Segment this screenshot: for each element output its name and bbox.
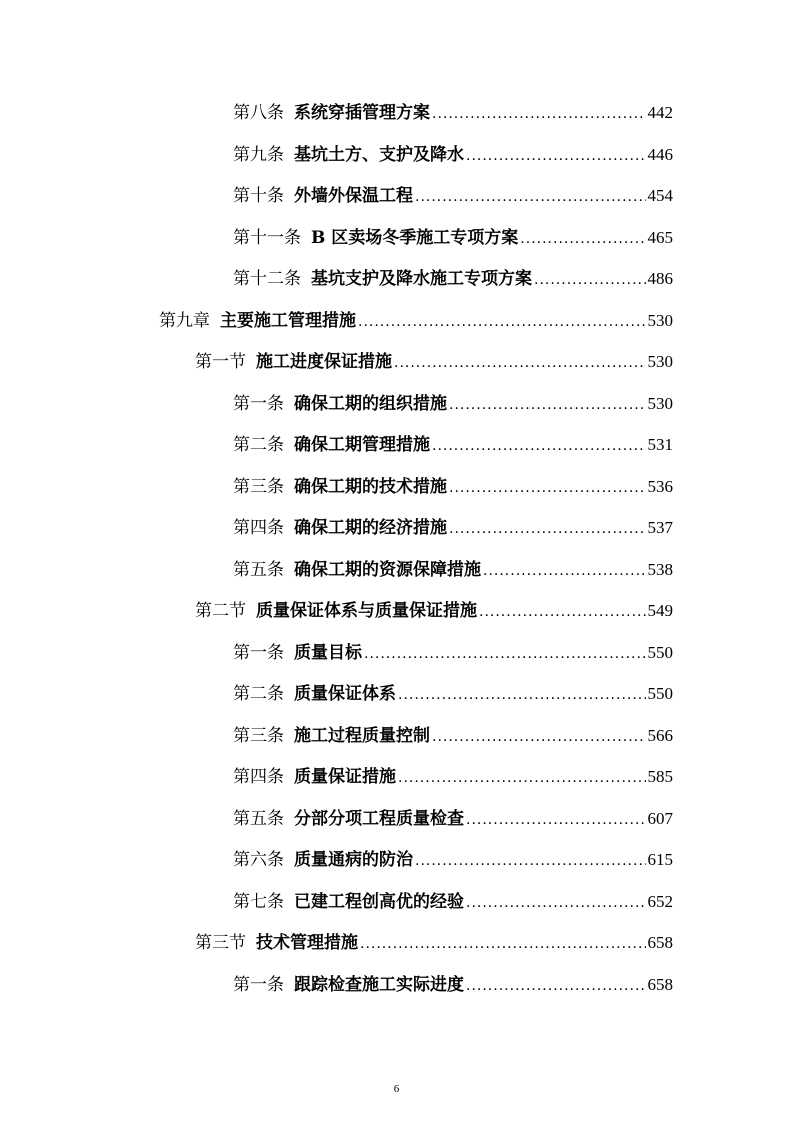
toc-entry-page: 607: [647, 809, 673, 828]
toc-entry-page: 615: [647, 850, 673, 869]
toc-entry-page: 446: [647, 145, 673, 164]
toc-entry-page: 566: [647, 726, 673, 745]
toc-leader-dots: [360, 935, 646, 953]
toc-entry-page: 652: [647, 892, 673, 911]
toc-leader-dots: [466, 977, 646, 995]
toc-entry[interactable]: [233, 965, 673, 995]
toc-entry-title: 分部分项工程质量检查: [294, 809, 464, 829]
toc-leader-dots: [394, 354, 646, 372]
toc-entry-number: 第七条: [233, 892, 284, 912]
toc-entry-number: 第三节: [195, 933, 246, 953]
toc-entry-page: 658: [647, 975, 673, 994]
toc-entry[interactable]: [233, 508, 673, 538]
toc-entry-page: 550: [647, 684, 673, 703]
toc-entry-title: 外墙外保温工程: [294, 186, 413, 206]
toc-entry[interactable]: [233, 757, 673, 787]
toc-entry-page: 442: [647, 103, 673, 122]
toc-entry-number: 第二节: [195, 601, 246, 621]
toc-leader-dots: [534, 271, 646, 289]
toc-entry[interactable]: [233, 882, 673, 912]
toc-leader-dots: [398, 769, 646, 787]
toc-entry[interactable]: [233, 259, 673, 289]
toc-entry-title: 基坑土方、支护及降水: [294, 145, 464, 165]
toc-entry-page: 538: [647, 560, 673, 579]
toc-entry-title: 确保工期的经济措施: [294, 518, 447, 538]
toc-entry-number: 第八条: [233, 103, 284, 123]
page-number: 6: [393, 1083, 400, 1095]
toc-entry-title: 施工过程质量控制: [294, 726, 430, 746]
toc-entry-title: 技术管理措施: [256, 933, 358, 953]
toc-leader-dots: [358, 313, 646, 331]
toc-leader-dots: [466, 811, 646, 829]
toc-entry-title: B 区卖场冬季施工专项方案: [311, 228, 519, 248]
toc-entry-page: 530: [647, 394, 673, 413]
toc-leader-dots: [432, 105, 646, 123]
toc-entry-title: 施工进度保证措施: [256, 352, 392, 372]
toc-leader-dots: [398, 686, 646, 704]
toc-leader-dots: [432, 728, 646, 746]
toc-entry-title: 基坑支护及降水施工专项方案: [311, 269, 532, 289]
toc-entry-number: 第一节: [195, 352, 246, 372]
toc-entry-number: 第十一条: [233, 228, 301, 248]
toc-entry-number: 第四条: [233, 518, 284, 538]
toc-entry-title: 跟踪检查施工实际进度: [294, 975, 464, 995]
toc-entry-number: 第十条: [233, 186, 284, 206]
toc-leader-dots: [520, 230, 645, 248]
toc-entry-title: 主要施工管理措施: [220, 311, 356, 331]
toc-entry[interactable]: [233, 840, 673, 870]
toc-entry-number: 第四条: [233, 767, 284, 787]
toc-entry-section[interactable]: [195, 591, 673, 621]
toc-entry[interactable]: [233, 716, 673, 746]
toc-entry[interactable]: [233, 550, 673, 580]
toc-entry-title: 确保工期的组织措施: [294, 394, 447, 414]
toc-entry-page: 585: [647, 767, 673, 786]
toc-entry[interactable]: [233, 384, 673, 414]
toc-entry[interactable]: [233, 93, 673, 123]
toc-leader-dots: [483, 562, 646, 580]
toc-entry-title: 质量通病的防治: [294, 850, 413, 870]
toc-entry-number: 第十二条: [233, 269, 301, 289]
toc-leader-dots: [479, 603, 646, 621]
toc-leader-dots: [466, 894, 646, 912]
toc-entry-page: 530: [647, 352, 673, 371]
toc-entry-page: 465: [647, 228, 673, 247]
toc-entry-number: 第一条: [233, 394, 284, 414]
toc-entry-number: 第九条: [233, 145, 284, 165]
toc-entry-page: 454: [647, 186, 673, 205]
toc-entry-title: 已建工程创高优的经验: [294, 892, 464, 912]
toc-entry-section[interactable]: [195, 342, 673, 372]
toc-entry[interactable]: [233, 218, 673, 248]
toc-entry-title: 系统穿插管理方案: [294, 103, 430, 123]
toc-entry-title: 质量保证体系与质量保证措施: [256, 601, 477, 621]
toc-leader-dots: [415, 852, 646, 870]
toc-entry-number: 第二条: [233, 684, 284, 704]
toc-entry[interactable]: [233, 799, 673, 829]
toc-entry-title: 质量保证措施: [294, 767, 396, 787]
toc-entry-page: 549: [647, 601, 673, 620]
toc-entry-number: 第六条: [233, 850, 284, 870]
toc-entry-page: 550: [647, 643, 673, 662]
toc-entry-chapter[interactable]: [159, 301, 673, 331]
toc-entry[interactable]: [233, 135, 673, 165]
toc-entry-title: 质量保证体系: [294, 684, 396, 704]
toc-entry-number: 第五条: [233, 560, 284, 580]
toc-entry-page: 486: [647, 269, 673, 288]
toc-entry-number: 第五条: [233, 809, 284, 829]
toc-entry-title: 确保工期的资源保障措施: [294, 560, 481, 580]
toc-entry[interactable]: [233, 176, 673, 206]
toc-leader-dots: [432, 437, 646, 455]
toc-entry-title: 质量目标: [294, 643, 362, 663]
toc-entry[interactable]: [233, 425, 673, 455]
toc-entry[interactable]: [233, 467, 673, 497]
toc-entry-number: 第三条: [233, 726, 284, 746]
toc-leader-dots: [449, 520, 646, 538]
toc-entry[interactable]: [233, 674, 673, 704]
toc-leader-dots: [449, 479, 646, 497]
toc-entry-number: 第九章: [159, 311, 210, 331]
toc-entry-page: 658: [647, 933, 673, 952]
toc-entry-number: 第一条: [233, 975, 284, 995]
toc-entry-title: 确保工期的技术措施: [294, 477, 447, 497]
toc-leader-dots: [364, 645, 646, 663]
toc-leader-dots: [466, 147, 646, 165]
toc-leader-dots: [449, 396, 646, 414]
toc-entry-page: 530: [647, 311, 673, 330]
toc-entry-page: 536: [647, 477, 673, 496]
toc-leader-dots: [415, 188, 646, 206]
toc-entry-number: 第一条: [233, 643, 284, 663]
toc-entry-page: 537: [647, 518, 673, 537]
toc-entry-section[interactable]: [195, 923, 673, 953]
toc-entry[interactable]: [233, 633, 673, 663]
toc-entry-title: 确保工期管理措施: [294, 435, 430, 455]
toc-entry-number: 第三条: [233, 477, 284, 497]
toc-entry-page: 531: [647, 435, 673, 454]
toc-entry-number: 第二条: [233, 435, 284, 455]
